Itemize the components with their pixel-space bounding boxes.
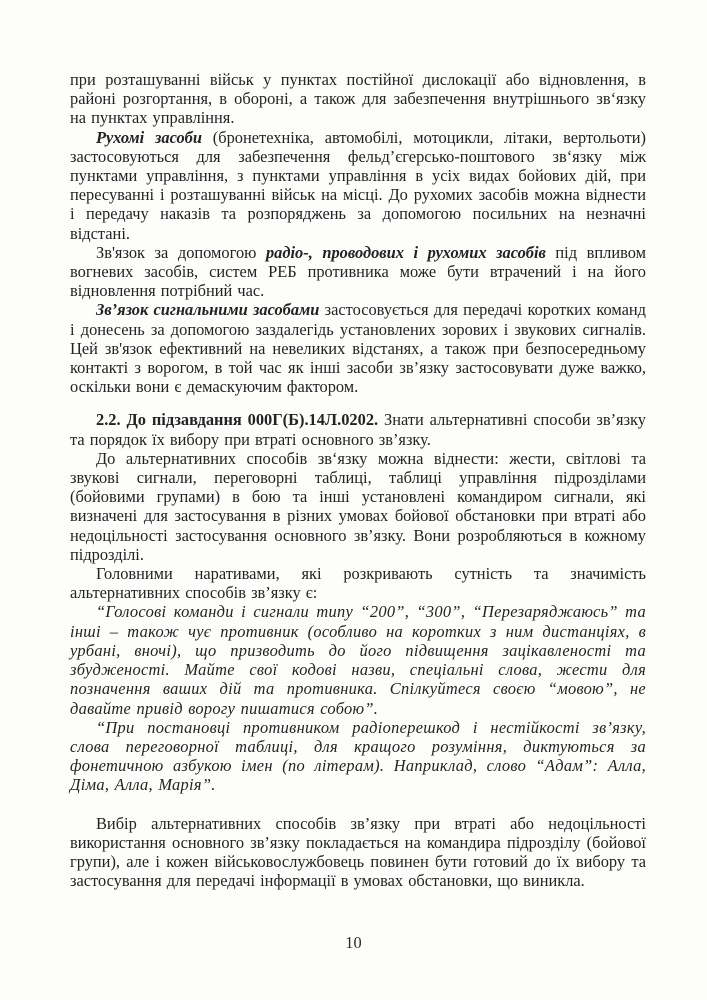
paragraph-quote-voice-commands (70, 602, 646, 717)
text-segment-bold: 2.2. До підзавдання 000Г(Б).14Л.0202. (96, 410, 379, 430)
paragraph-quote-phonetic-alphabet (70, 718, 646, 795)
text-segment-bold-italic: радіо-, проводових і рухомих засобів (265, 242, 546, 262)
text-segment-italic: “При постановці противником радіоперешкод і нестійкості зв’язку, слова переговорної таблиці, для кращого розуміння, диктуються за фонетичною азбукою імен (по літерам). Наприклад, слово “Адам”: Алла, Діма, Алла, Марія”. (70, 717, 646, 795)
paragraph-narratives-intro (70, 564, 646, 602)
text-segment-normal: Головними наративами, які розкривають сутність та значимість альтернативних способів зв’язку є: (70, 564, 646, 603)
paragraph-alternative-means (70, 449, 646, 564)
paragraph-radio-wire-mobile (70, 243, 646, 301)
text-segment-normal: при розташуванні військ у пунктах постійної дислокації або відновлення, в районі розгортання, в обороні, а також для забезпечення внутрішнього зв‘язку на пунктах управління. (70, 70, 646, 128)
page-number: 10 (345, 933, 362, 952)
text-segment-normal: Знати альтернативні способи зв’язку та порядок їх вибору при втраті основного зв’язку. (70, 410, 646, 449)
paragraph-signal-means (70, 300, 646, 396)
text-segment-bold-italic: Зв’язок сигнальними засобами (96, 300, 320, 320)
paragraph-mobile-means (70, 128, 646, 243)
paragraph-continuation (70, 70, 646, 128)
text-segment-normal: Вибір альтернативних способів зв’язку при втраті або недоцільності використання основного зв’язку покладається на командира підрозділу (бойової групи), але і кожен військовослужбовець повинен бути готовий до їх вибору та застосування для передачі інформації в умовах обстановки, що виникла. (70, 813, 646, 891)
text-segment-normal: застосовується для передачі коротких команд і донесень за допомогою заздалегідь установлених зорових і звукових сигналів. Цей зв'язок ефективний на невеликих відстанях, а також при безпосередньому контакті з ворогом, в той час як інші засоби зв’язку застосовувати дуже важко, оскільки вони є демаскуючим фактором. (70, 300, 646, 397)
text-segment-normal: (бронетехніка, автомобілі, мотоцикли, літаки, вертольоти) застосовуються для забезпечення фельд’єгерсько-поштового зв‘язку між пунктами управління, з пунктами управління в усіх видах бойових дій, при пересуванні і розташуванні військ на місці. До рухомих засобів можна віднести і передачу наказів та розпоряджень за допомогою посильних на незначні відстані. (70, 127, 646, 243)
paragraph-subtask-heading (70, 410, 646, 448)
paragraph-choice-responsibility (70, 814, 646, 891)
text-segment-italic: “Голосові команди і сигнали типу “200”, “300”, “Перезаряджаюсь” та інші – також чує противник (особливо на коротких з ним дистанціях, в урбані, вночі), що призводить до його підвищення зацікавленості та збудженості. Майте свої кодові назви, спеціальні слова, жести для позначення ваших дій та противника. Спілкуйтеся своєю “мовою”, не давайте привід ворогу пишатися собою”. (70, 602, 646, 718)
document-body (70, 70, 646, 890)
text-segment-bold-italic: Рухомі засоби (96, 127, 202, 147)
text-segment-normal: Зв'язок за допомогою (96, 242, 266, 262)
text-segment-normal: До альтернативних способів зв‘язку можна віднести: жести, світлові та звукові сигнали, переговорні таблиці, таблиці управління підрозділами (бойовими групами) в бою та інші установлені командиром сигнали, які визначені для застосування в різних умовах бойової обстановки при втраті або недоцільності застосування основного зв’язку. Вони розробляються в кожному підрозділі. (70, 448, 646, 564)
text-segment-normal: під впливом вогневих засобів, систем РЕБ противника може бути втрачений і на його відновлення потрібний час. (70, 242, 646, 301)
